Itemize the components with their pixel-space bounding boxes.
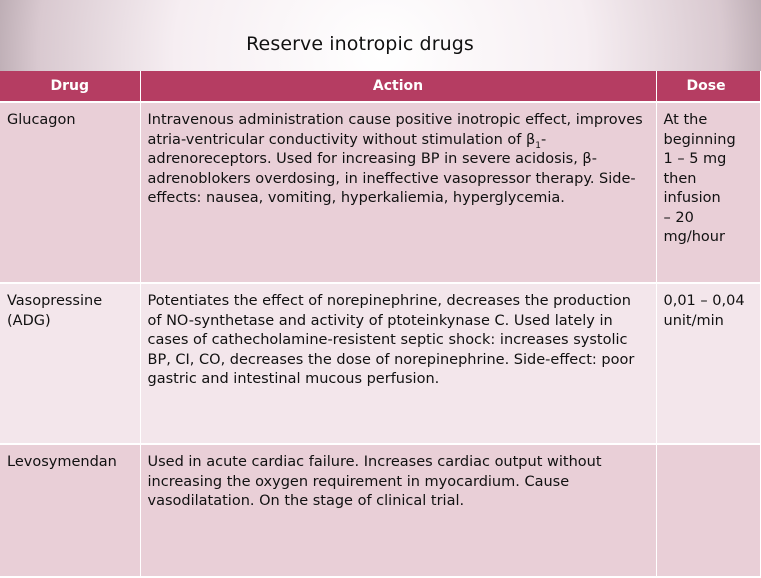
cell-dose: 0,01 – 0,04 unit/min xyxy=(656,283,760,444)
cell-action: Used in acute cardiac failure. Increases cardiac output without increasing the oxygen requirement in myocardium. Cause vasodilatation. On the stage of clinical trial. xyxy=(140,444,656,577)
cell-drug: Vasopressine (ADG) xyxy=(0,283,140,444)
table-row xyxy=(0,102,760,283)
cell-dose xyxy=(656,444,760,577)
slide-title: Reserve inotropic drugs xyxy=(246,33,474,55)
cell-action: Potentiates the effect of norepinephrine, decreases the production of NO-synthetase and activity of ptoteinkynase C. Used lately in cases of cathecholamine-resistent septic shock: increases systolic BP, CI, CO, decreases the dose of norepinephrine. Side-effect: poor gastric and intestinal mucous perfusion. xyxy=(140,283,656,444)
cell-action xyxy=(140,102,656,283)
cell-dose: At the beginning 1 – 5 mg then infusion – 20 mg/hour xyxy=(656,102,760,283)
table-header-row xyxy=(0,71,760,102)
drug-table xyxy=(0,71,761,578)
header-dose: Dose xyxy=(656,71,760,102)
action-text: Intravenous administration cause positive inotropic effect, improves atria-ventricular conductivity without stimulation of β xyxy=(147,112,643,148)
header-drug: Drug xyxy=(0,71,140,102)
drug-table-container xyxy=(0,71,745,540)
table-row xyxy=(0,444,760,577)
subscript: 1 xyxy=(535,140,541,151)
header-action: Action xyxy=(140,71,656,102)
table-row xyxy=(0,283,760,444)
cell-drug: Glucagon xyxy=(0,102,140,283)
cell-drug: Levosymendan xyxy=(0,444,140,577)
action-text: -adrenoreceptors. Used for increasing BP in severe acidosis, β-adrenoblokers overdosing, in ineffective vasopressor therapy. Side-effects: nausea, vomiting, hyperkaliemia, hyperglycemia. xyxy=(147,131,636,206)
